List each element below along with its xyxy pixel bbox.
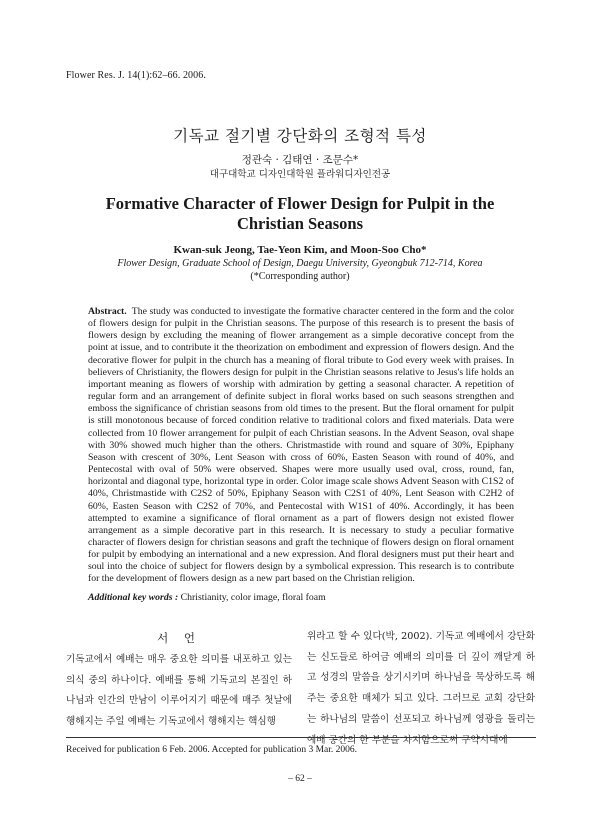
english-affiliation: Flower Design, Graduate School of Design, Daegu University, Gyeongbuk 712-714, Korea [117,258,483,269]
footnote-divider [66,737,536,738]
korean-title: 기독교 절기별 강단화의 조형적 특성 [173,127,427,145]
body-left-column: 기독교에서 예배는 매우 중요한 의미를 내포하고 있는 의식 중의 하나이다. 예배를 통해 기독교의 본질인 하나님과 인간의 만남이 이루어지기 때문에 매주 첫날에 행해지는 주일 예배는 기독교에서 행해지는 핵심행 [66,654,292,728]
corresponding-author-note: (*Corresponding author) [250,271,350,282]
keywords-label: Additional key words : [88,592,179,603]
abstract-text: The study was conducted to investigate the formative character centered in the form and the color of flowers design for pulpit in the Christian seasons. The purpose of this research is to present the basis of flowers design by excluding the meaning of flower arrangement as a simple decorative concept from the point at issue, and to contribute it the theorization on embodiment and expression of flowers design. And the decorative flower for pulpit in the church has a meaning of floral tribute to God every week with praises. In believers of Christianity, the flowers design for pulpit in the Christian seasons relative to Jesus's life holds an important meaning as flowers of worship with admiration by getting a seasonal character. A repetition of regular form and an arrangement of definite subject in floral works based on such seasons strengthen and emboss the significance of christian seasons from old times to the present. But the floral ornament for pulpit is still monotonous because of forced condition relative to traditional colors and fixed materials. Data were collected from 10 flower arrangement for pulpit of each Christian seasons. In the Advent Season, oval shape with 30% showed much higher than the others. Christmastide with round and square of 30%, Epiphany Season with crescent of 30%, Lent Season with cross of 60%, Easten Season with round of 40%, and Pentecostal with oval of 50% were observed. Shapes were more usually used oval, cross, round, fan, horizontal and diagonal type, horizontal type in order. Color image scale shows Advent Season with C1S2 of 40%, Christmastide with C2S2 of 50%, Epiphany Season with C2S1 of 40%, Lent Season with C2H2 of 60%, Easten Season with C2S2 of 70%, and Pentecostal with W1S1 of 40%. Accordingly, it has been attempted to examine a significance of floral ornament as a part of flowers design not existed flower arrangement as a simple decorative part in this research. It is necessary to study a peculiar formative character of flowers design for christian seasons and graft the technique of flowers design on floral ornament for pulpit by embodying an international and a new expression. And floral designers must put their heart and soul into the choice of subject for flowers design by a symbolical expression. This research is to contribute for the development of flowers design as a new part based on the Christian religion. [88,306,515,585]
english-authors: Kwan-suk Jeong, Tae-Yeon Kim, and Moon-Soo Cho* [173,244,427,256]
running-header: Flower Res. J. 14(1):62–66. 2006. [66,70,206,81]
korean-affiliation: 대구대학교 디자인대학원 플라워디자인전공 [209,169,391,180]
section-heading: 서 언 [157,631,201,645]
keywords-text: Christianity, color image, floral foam [180,592,326,603]
korean-authors: 정관숙 · 김태연 · 조문수* [241,154,359,166]
english-title: Formative Character of Flower Design for Pulpit in the Christian Seasons [105,194,495,233]
abstract [88,306,514,586]
body-right-column: 위라고 할 수 있다(박, 2002). 기독교 예배에서 강단화는 신도들로 하여금 예배의 의미를 더 깊이 깨닫게 하고 성경의 말씀을 상기시키며 하나님을 묵상하도록 해주는 중요한 매체가 되고 있다. 그러므로 교회 강단화는 하나님의 말씀이 선포되고 하나님께 영광을 돌리는 예배 공간의 한 부분을 차지함으로써 구약시대에 [307,631,535,746]
footnote: Received for publication 6 Feb. 2006. Accepted for publication 3 Mar. 2006. [66,745,357,755]
page-number: – 62 – [288,774,312,784]
abstract-label: Abstract. [88,306,127,317]
keywords [88,592,514,603]
